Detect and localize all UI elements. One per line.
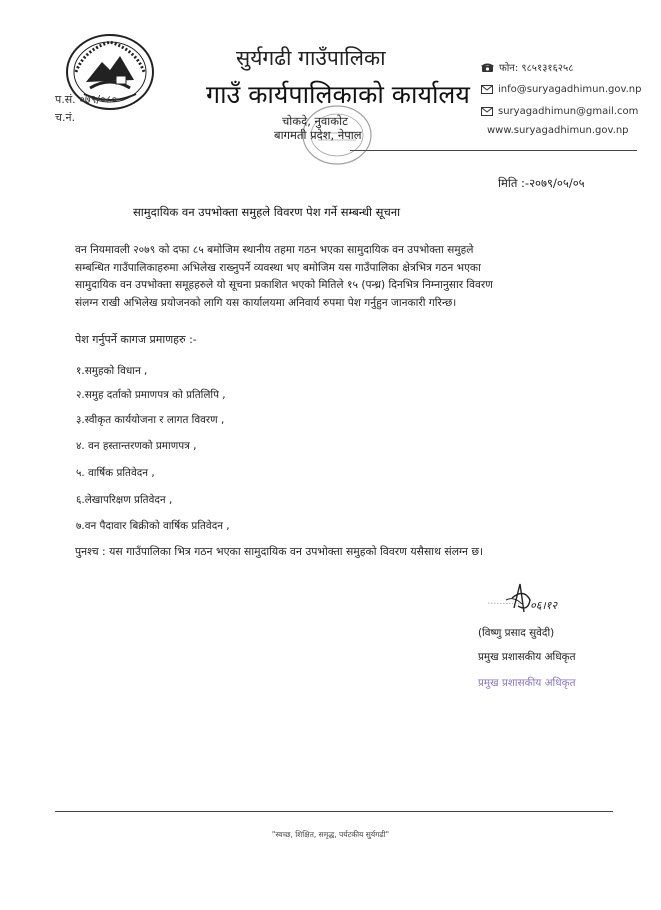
documents-title: पेश गर्नुपर्ने कागज प्रमाणहरु :-	[75, 333, 197, 346]
signatory-stamp: प्रमुख प्रशासकीय अधिकृत	[478, 677, 576, 689]
document-item: ७.वन पैदावार बिक्रीको वार्षिक प्रतिवेदन ,	[76, 520, 230, 532]
signatory-name: (विष्णु प्रसाद सुवेदी)	[478, 627, 555, 639]
municipality-name: सुर्यगढी गाउँपालिका	[236, 46, 386, 70]
footer-divider	[55, 811, 613, 812]
body-line: संलग्न राखी अभिलेख प्रयोजनको लागि यस कार्यालयमा अनिवार्य रुपमा पेश गर्नुहुन जानकारी गरिन्छ।	[75, 296, 457, 309]
phone-contact	[481, 60, 573, 74]
office-name: गाउँ कार्यपालिकाको कार्यालय	[206, 80, 470, 109]
mail-icon	[481, 107, 493, 116]
body-line: वन नियमावली २०७९ को दफा ८५ बमोजिम स्थानीय तहमा गठन भएका सामुदायिक वन उपभोक्ता समुहले	[75, 244, 474, 256]
address-line-1: चोकदे, नुवाकोट	[282, 114, 348, 128]
postscript-note: पुनश्च : यस गाउँपालिका भित्र गठन भएका सामुदायिक वन उपभोक्ता समुहको विवरण यसैसाथ संलग्न छ।	[75, 545, 484, 558]
ref-fiscal-year: प.सं. ०७९/०८०	[55, 93, 118, 106]
website: www.suryagadhimun.gov.np	[487, 125, 629, 136]
ref-dispatch-number: च.नं.	[55, 111, 76, 124]
header-divider	[350, 150, 637, 151]
phone-icon	[481, 62, 494, 73]
document-item: २.समुह दर्ताको प्रमाणपत्र को प्रतिलिपि ,	[76, 389, 226, 401]
signatory-title: प्रमुख प्रशासकीय अधिकृत	[478, 651, 576, 663]
document-item: ४. वन हस्तान्तरणको प्रमाणपत्र ,	[76, 440, 197, 452]
document-item: ३.स्वीकृत कार्ययोजना र लागत विवरण ,	[76, 414, 225, 426]
email-official: info@suryagadhimun.gov.np	[498, 84, 642, 95]
footer-motto: "स्वच्छ, शिक्षित, समृद्ध, पर्यटकीय सुर्यगढी"	[271, 830, 390, 839]
notice-date: मिति :-२०७९/०५/०५	[498, 176, 585, 190]
notice-body	[75, 242, 585, 312]
document-item: ५. वार्षिक प्रतिवेदन ,	[76, 467, 155, 479]
notice-subject: सामुदायिक वन उपभोक्ता समुहले विवरण पेश गर्ने सम्बन्धी सूचना	[133, 205, 401, 219]
phone-number: फोन: ९८५१३१६२५८	[499, 63, 574, 74]
address-line-2: बागमती प्रदेश, नेपाल	[274, 128, 362, 142]
document-item: १.समुहको विधान ,	[76, 365, 148, 377]
signature-date: ०६।१२	[530, 599, 558, 612]
email-official-contact	[481, 84, 641, 95]
document-item: ६.लेखापरिक्षण प्रतिवेदन ,	[76, 494, 173, 506]
body-line: सम्बन्धित गाउँपालिकाहरुमा अभिलेख राख्नुपर्ने व्यवस्था भए बमोजिम यस गाउँपालिका क्षेत्रभित्र गठन भएका	[75, 261, 481, 274]
email-gmail-contact	[481, 106, 638, 117]
office-stamp-icon	[300, 103, 374, 167]
body-line: सामुदायिक वन उपभोक्ता समूहहरुले यो सूचना प्रकाशित भएको मितिले १५ (पन्ध्र) दिनभित्र निम्नानुसार विवरण	[75, 279, 493, 291]
email-gmail: suryagadhimun@gmail.com	[498, 106, 639, 117]
mail-icon	[481, 85, 493, 94]
